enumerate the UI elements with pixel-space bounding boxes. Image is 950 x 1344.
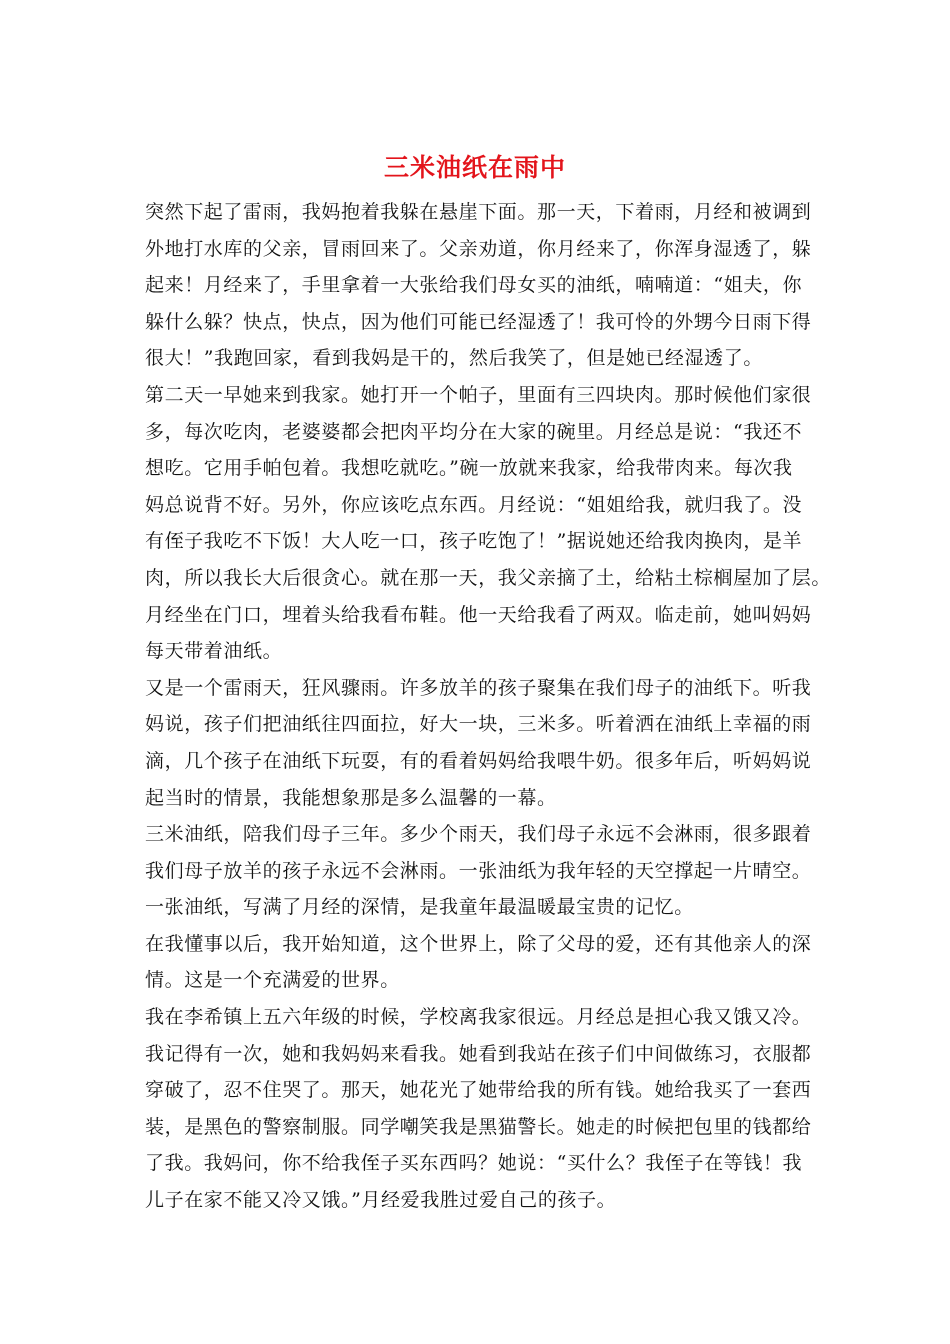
text-line: 儿子在家不能又冷又饿。”月经爱我胜过爱自己的孩子。 xyxy=(145,1189,617,1212)
text-line: 突然下起了雷雨，我妈抱着我躲在悬崖下面。那一天，下着雨，月经和被调到 xyxy=(145,201,812,223)
text-line: 装，是黑色的警察制服。同学嘲笑我是黑猫警长。她走的时候把包里的钱都给 xyxy=(145,1115,812,1138)
text-line: 想吃。它用手帕包着。我想吃就吃。”碗一放就来我家，给我带肉来。每次我 xyxy=(145,457,793,480)
text-line: 起当时的情景，我能想象那是多么温馨的一幕。 xyxy=(145,786,557,809)
text-line: 第二天一早她来到我家。她打开一个帕子，里面有三四块肉。那时候他们家很 xyxy=(145,383,812,406)
text-line: 穿破了，忍不住哭了。那天，她花光了她带给我的所有钱。她给我买了一套西 xyxy=(145,1079,812,1102)
paragraph-6 xyxy=(145,999,813,1219)
text-line: 多，每次吃肉，老婆婆都会把肉平均分在大家的碗里。月经总是说：“我还不 xyxy=(145,420,803,443)
text-line: 起来！月经来了，手里拿着一大张给我们母女买的油纸，喃喃道：“姐夫，你 xyxy=(145,274,803,297)
text-line: 每天带着油纸。 xyxy=(145,640,283,663)
text-line: 很大！”我跑回家，看到我妈是干的，然后我笑了，但是她已经湿透了。 xyxy=(145,347,763,370)
paragraph-1 xyxy=(145,194,813,377)
text-line: 妈总说背不好。另外，你应该吃点东西。月经说：“姐姐给我，就归我了。没 xyxy=(145,493,803,516)
paragraph-5 xyxy=(145,926,813,999)
text-line: 外地打水库的父亲，冒雨回来了。父亲劝道，你月经来了，你浑身湿透了，躲 xyxy=(145,237,812,260)
document-title: 三米油纸在雨中 xyxy=(383,153,566,182)
text-line: 妈说，孩子们把油纸往四面拉，好大一块，三米多。听着洒在油纸上幸福的雨 xyxy=(145,713,812,736)
text-line: 情。这是一个充满爱的世界。 xyxy=(145,969,400,992)
text-line: 三米油纸，陪我们母子三年。多少个雨天，我们母子永远不会淋雨，很多跟着 xyxy=(145,823,812,846)
text-line: 又是一个雷雨天，狂风骤雨。许多放羊的孩子聚集在我们母子的油纸下。听我 xyxy=(145,676,812,699)
text-line: 我记得有一次，她和我妈妈来看我。她看到我站在孩子们中间做练习，衣服都 xyxy=(145,1042,812,1065)
text-line: 肉，所以我长大后很贪心。就在那一天，我父亲摘了土，给粘土棕榈屋加了层。 xyxy=(145,566,832,589)
text-line: 月经坐在门口，埋着头给我看布鞋。他一天给我看了两双。临走前，她叫妈妈 xyxy=(145,603,812,626)
text-line: 滴，几个孩子在油纸下玩耍，有的看着妈妈给我喂牛奶。很多年后，听妈妈说 xyxy=(145,749,812,772)
document-body xyxy=(145,194,832,1219)
text-line: 有侄子我吃不下饭！大人吃一口，孩子吃饱了！”据说她还给我肉换肉，是羊 xyxy=(145,530,803,553)
text-line: 在我懂事以后，我开始知道，这个世界上，除了父母的爱，还有其他亲人的深 xyxy=(145,932,812,955)
text-line: 我在李希镇上五六年级的时候，学校离我家很远。月经总是担心我又饿又冷。 xyxy=(145,1006,812,1029)
text-line: 躲什么躲？快点，快点，因为他们可能已经湿透了！我可怜的外甥今日雨下得 xyxy=(145,310,812,333)
paragraph-3 xyxy=(145,670,813,816)
text-line: 我们母子放羊的孩子永远不会淋雨。一张油纸为我年轻的天空撑起一片晴空。 xyxy=(145,859,812,882)
text-line: 了我。我妈问，你不给我侄子买东西吗？她说：“买什么？我侄子在等钱！我 xyxy=(145,1152,803,1175)
paragraph-4 xyxy=(145,816,813,926)
text-line: 一张油纸，写满了月经的深情，是我童年最温暖最宝贵的记忆。 xyxy=(145,896,694,919)
paragraph-2 xyxy=(145,377,832,670)
